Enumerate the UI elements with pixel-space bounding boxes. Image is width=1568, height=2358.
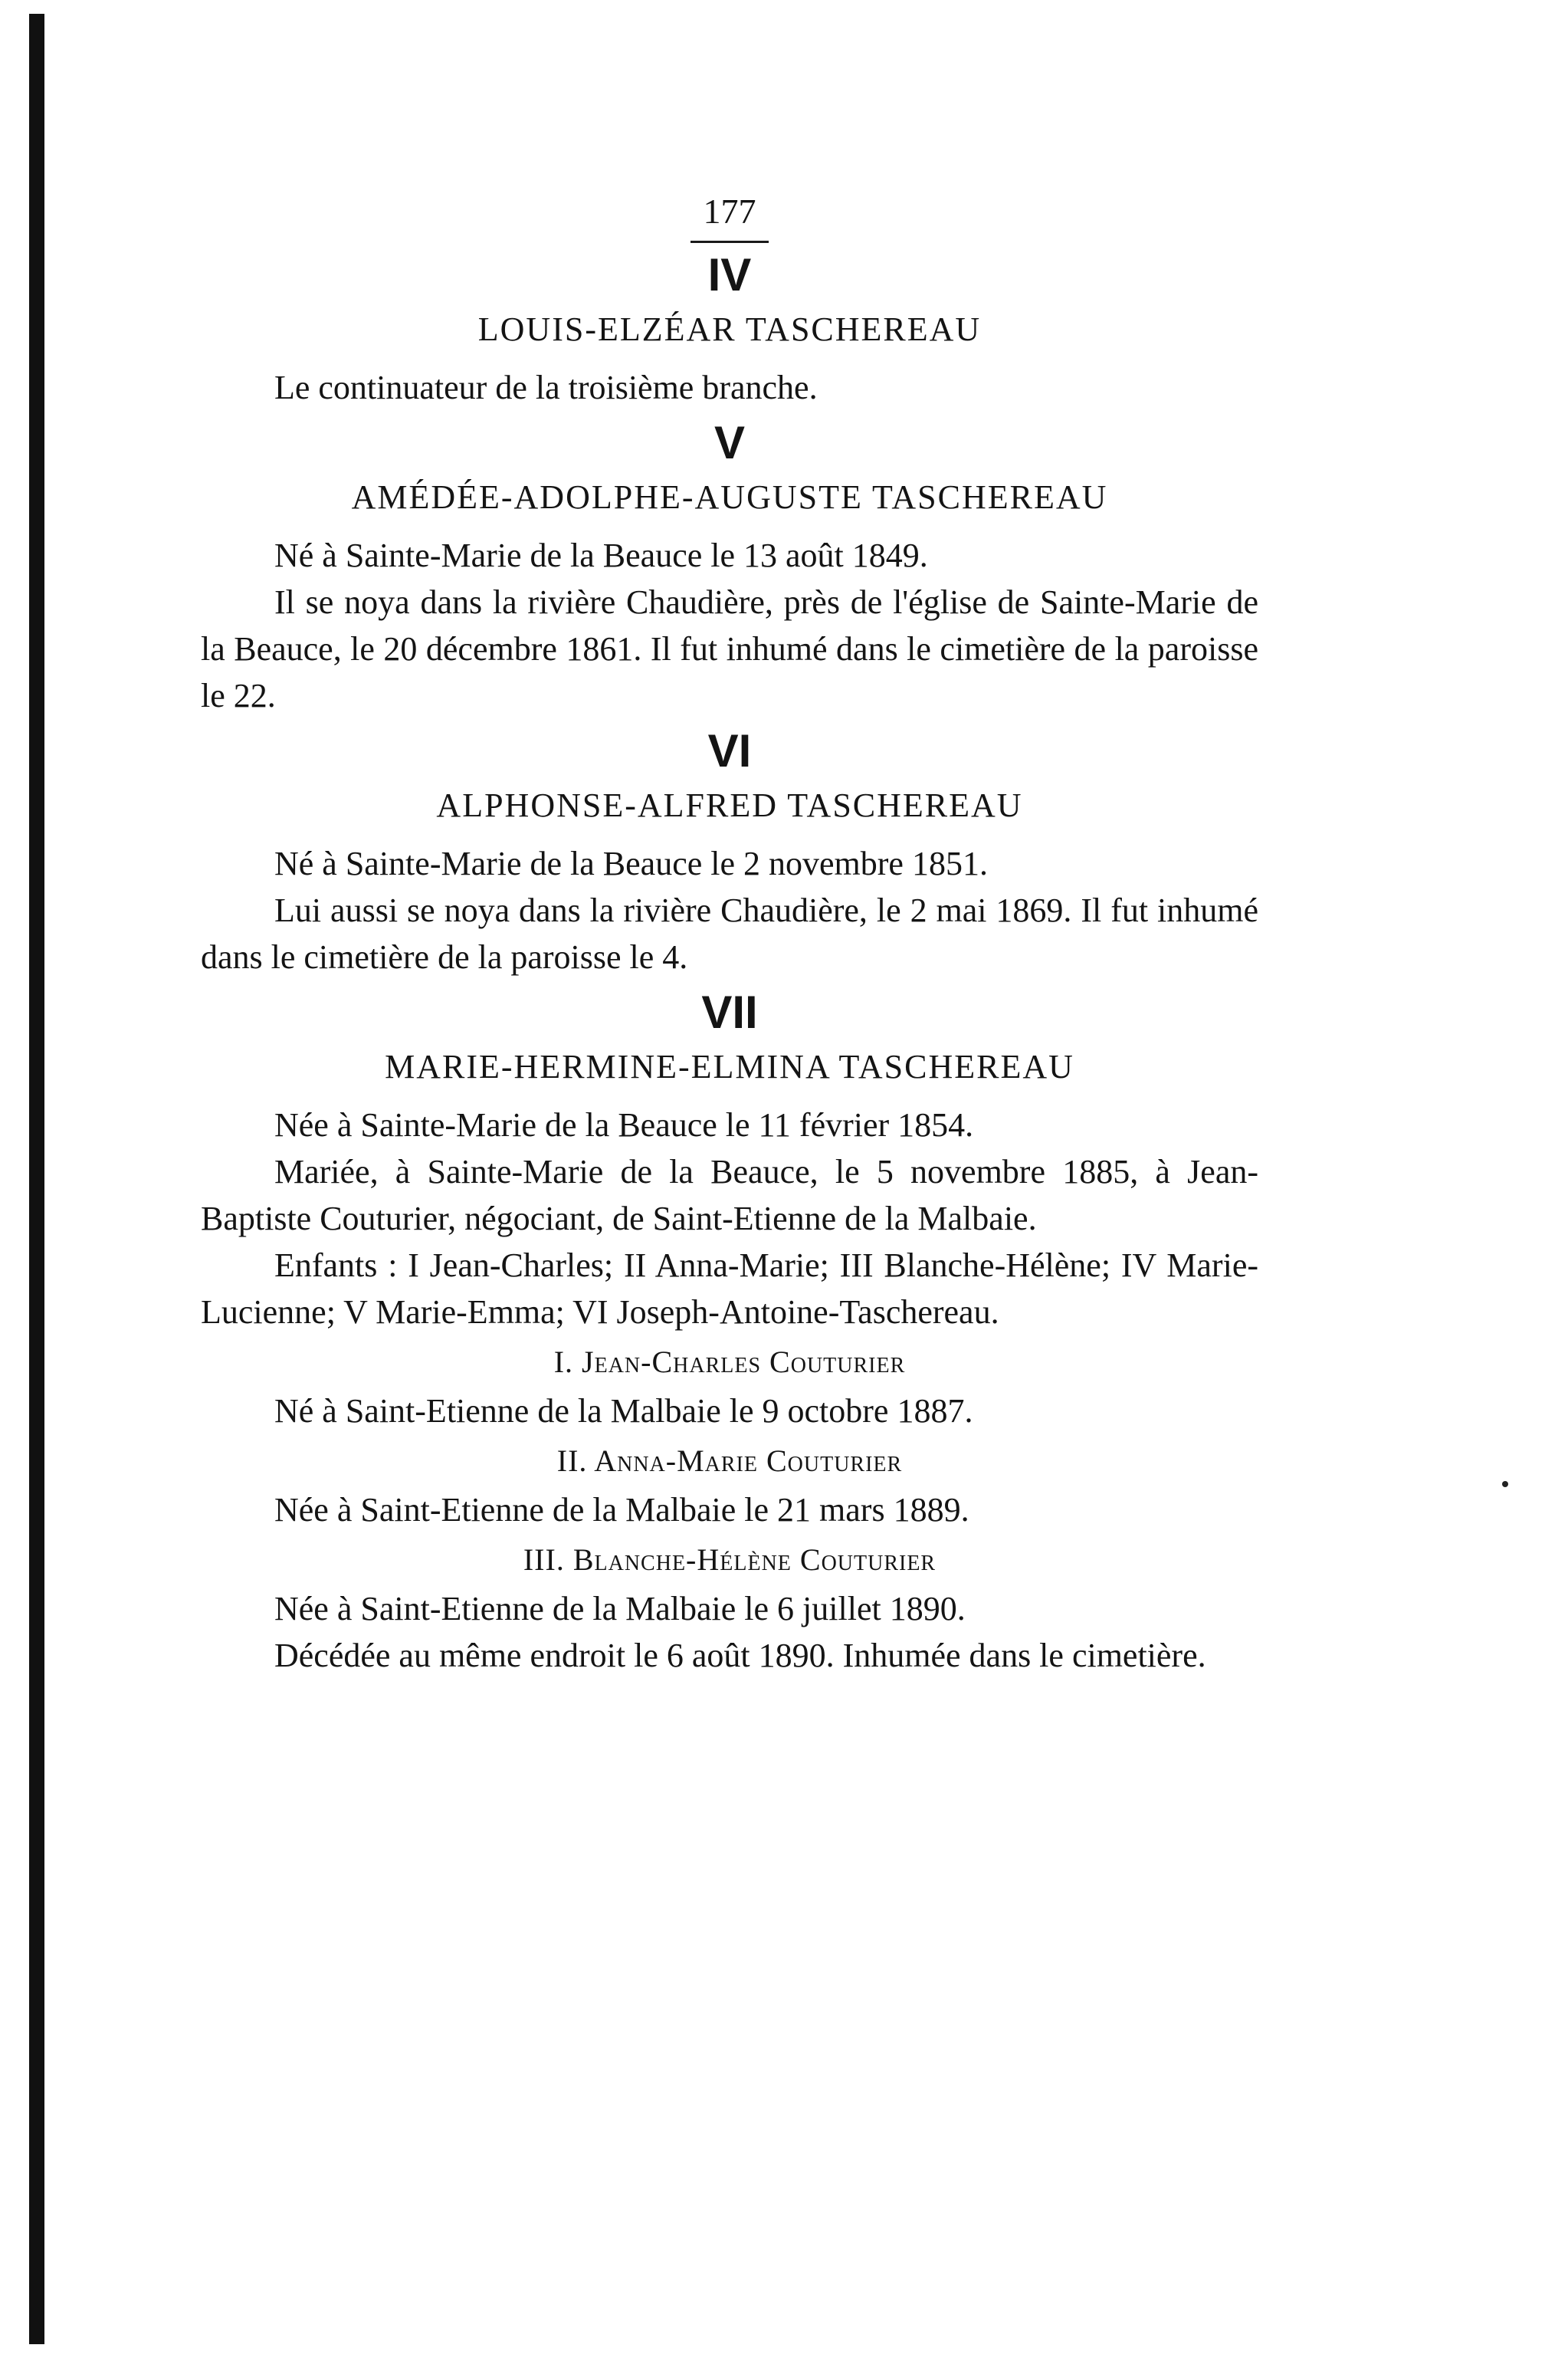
paragraph: Lui aussi se noya dans la rivière Chaudière, le 2 mai 1869. Il fut inhumé dans le cimetière de la paroisse le 4. xyxy=(201,892,1258,976)
paragraph: Décédée au même endroit le 6 août 1890. Inhumée dans le cimetière. xyxy=(274,1637,1206,1674)
paragraph: Le continuateur de la troisième branche. xyxy=(274,369,818,406)
section-vii xyxy=(201,985,1258,1335)
page-speck xyxy=(1502,1481,1508,1487)
binding-edge xyxy=(29,14,44,2344)
child-heading: II. Anna-Marie Couturier xyxy=(556,1443,903,1478)
paragraph: Né à Sainte-Marie de la Beauce le 2 novembre 1851. xyxy=(274,845,988,882)
child-jean-charles xyxy=(201,1338,1258,1434)
child-heading: III. Blanche-Hélène Couturier xyxy=(523,1542,937,1577)
page-number-rule xyxy=(691,241,769,243)
section-v xyxy=(201,415,1258,719)
section-vi xyxy=(201,724,1258,980)
paragraph: Il se noya dans la rivière Chaudière, près de l'église de Sainte-Marie de la Beauce, le 20 décembre 1861. Il fut inhumé dans le cimetière de la paroisse le 22. xyxy=(201,583,1258,714)
section-numeral: VII xyxy=(701,987,758,1038)
paragraph: Enfants : I Jean-Charles; II Anna-Marie; III Blanche-Hélène; IV Marie-Lucienne; V Marie-Emma; VI Joseph-Antoine-Taschereau. xyxy=(201,1246,1258,1331)
paragraph: Née à Saint-Etienne de la Malbaie le 21 mars 1889. xyxy=(274,1491,969,1529)
section-name: MARIE-HERMINE-ELMINA TASCHEREAU xyxy=(385,1048,1074,1085)
paragraph: Mariée, à Sainte-Marie de la Beauce, le 5 novembre 1885, à Jean-Baptiste Couturier, négociant, de Saint-Etienne de la Malbaie. xyxy=(201,1153,1258,1237)
section-name: LOUIS-ELZÉAR TASCHEREAU xyxy=(477,310,982,348)
child-blanche-helene xyxy=(201,1536,1258,1679)
section-numeral: VI xyxy=(707,725,752,777)
section-numeral: V xyxy=(713,417,746,468)
page-number: 177 xyxy=(703,192,756,231)
section-iv xyxy=(201,248,1258,411)
section-name: AMÉDÉE-ADOLPHE-AUGUSTE TASCHEREAU xyxy=(351,478,1108,516)
section-name: ALPHONSE-ALFRED TASCHEREAU xyxy=(436,787,1023,824)
paragraph: Né à Sainte-Marie de la Beauce le 13 août 1849. xyxy=(274,537,928,574)
child-anna-marie xyxy=(201,1437,1258,1533)
child-heading: I. Jean-Charles Couturier xyxy=(553,1345,906,1379)
paragraph: Née à Sainte-Marie de la Beauce le 11 février 1854. xyxy=(274,1106,974,1144)
page-text xyxy=(201,190,1258,1679)
paragraph: Née à Saint-Etienne de la Malbaie le 6 juillet 1890. xyxy=(274,1590,966,1627)
section-numeral: IV xyxy=(707,249,752,300)
paragraph: Né à Saint-Etienne de la Malbaie le 9 octobre 1887. xyxy=(274,1392,973,1430)
